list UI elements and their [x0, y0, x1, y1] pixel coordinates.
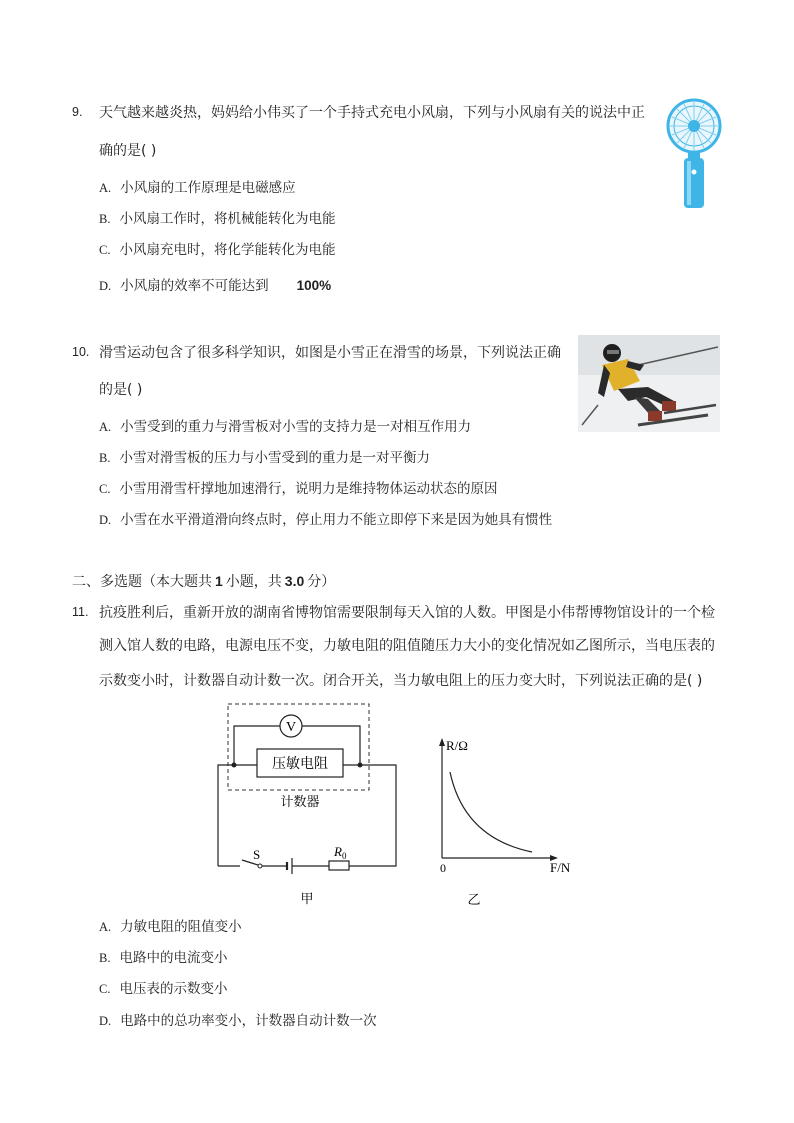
resistance-curve [450, 772, 532, 852]
handheld-fan-image [664, 98, 724, 210]
option-letter: D. [99, 513, 112, 527]
option-letter: A. [99, 920, 112, 934]
q10-option-c [99, 477, 497, 497]
option-text: 电路中的总功率变小，计数器自动计数一次 [120, 1013, 377, 1029]
r0-label: $R_0$ [334, 844, 347, 861]
option-text: 小风扇的工作原理是电磁感应 [120, 180, 296, 196]
graph-caption: 乙 [467, 893, 481, 908]
section-heading [72, 571, 335, 591]
q11-stem-line3: 示数变小时，计数器自动计数一次。闭合开关，当力敏电阻上的压力变大时，下列说法正确的是( ) [99, 673, 703, 689]
q9-option-d [99, 274, 331, 294]
option-letter: C. [99, 982, 111, 996]
option-text: 小雪用滑雪杆撑地加速滑行，说明力是维持物体运动状态的原因 [119, 481, 498, 497]
section-prefix: 二、多选题（本大题共 [72, 574, 212, 590]
circuit-diagram [210, 700, 410, 910]
q9-stem-line1: 天气越来越炎热，妈妈给小伟买了一个手持式充电小风扇，下列与小风扇有关的说法中正 [99, 105, 645, 121]
option-letter: A. [99, 181, 112, 195]
q11-option-a [99, 915, 242, 935]
q9-option-c [99, 238, 335, 258]
option-value: 100% [296, 278, 332, 293]
skier-photo [578, 335, 720, 432]
force-resistor-label: 压敏电阻 [272, 756, 328, 772]
option-letter: C. [99, 243, 111, 257]
option-text: 电压表的示数变小 [119, 981, 228, 997]
option-text: 小风扇工作时，将机械能转化为电能 [119, 211, 336, 227]
option-text: 力敏电阻的阻值变小 [120, 919, 242, 935]
x-axis-label: F/N [550, 860, 571, 875]
r0-resistor-symbol [329, 861, 349, 870]
option-text: 电路中的电流变小 [119, 950, 228, 966]
option-text: 小雪对滑雪板的压力与小雪受到的重力是一对平衡力 [119, 450, 430, 466]
option-letter: D. [99, 279, 112, 293]
section-count: 1 [215, 573, 223, 589]
q10-option-b [99, 446, 430, 466]
counter-label: 计数器 [280, 795, 320, 810]
option-text: 小雪在水平滑道滑向终点时，停止用力不能立即停下来是因为她具有惯性 [120, 512, 553, 528]
q11-option-d [99, 1009, 377, 1029]
q11-option-b [99, 946, 227, 966]
section-score: 3.0 [284, 573, 305, 589]
option-text: 小雪受到的重力与滑雪板对小雪的支持力是一对相互作用力 [120, 419, 472, 435]
q11-stem-line2: 测入馆人数的电路，电源电压不变，力敏电阻的阻值随压力大小的变化情况如乙图所示，当电压表的 [99, 638, 715, 654]
y-axis-label: R/Ω [446, 738, 468, 753]
q9-option-a [99, 176, 296, 196]
q9-number: 9. [72, 105, 83, 119]
origin-label: 0 [440, 861, 446, 875]
voltmeter-label: V [285, 720, 297, 735]
q11-option-c [99, 977, 227, 997]
option-text: 小风扇的效率不可能达到 [120, 278, 269, 294]
q10-option-d [99, 508, 552, 528]
option-letter: B. [99, 451, 111, 465]
q10-number: 10. [72, 345, 90, 359]
option-text: 小风扇充电时，将化学能转化为电能 [119, 242, 336, 258]
option-letter: B. [99, 212, 111, 226]
q10-stem-line2: 的是( ) [99, 382, 143, 398]
q11-number: 11. [72, 605, 89, 619]
q9-stem-line2: 确的是( ) [99, 143, 157, 159]
q11-stem-line1: 抗疫胜利后，重新开放的湖南省博物馆需要限制每天入馆的人数。甲图是小伟帮博物馆设计的一个检 [99, 605, 715, 621]
resistance-force-graph [430, 732, 590, 910]
section-middle: 小题，共 [225, 574, 282, 590]
circuit-caption: 甲 [300, 892, 314, 907]
q9-option-b [99, 207, 335, 227]
option-letter: C. [99, 482, 111, 496]
q10-stem-line1: 滑雪运动包含了很多科学知识，如图是小雪正在滑雪的场景，下列说法正确 [99, 345, 561, 361]
q10-option-a [99, 415, 471, 435]
section-suffix: 分） [307, 574, 336, 590]
option-letter: D. [99, 1014, 112, 1028]
switch-label: S [253, 847, 261, 862]
option-letter: A. [99, 420, 112, 434]
option-letter: B. [99, 951, 111, 965]
